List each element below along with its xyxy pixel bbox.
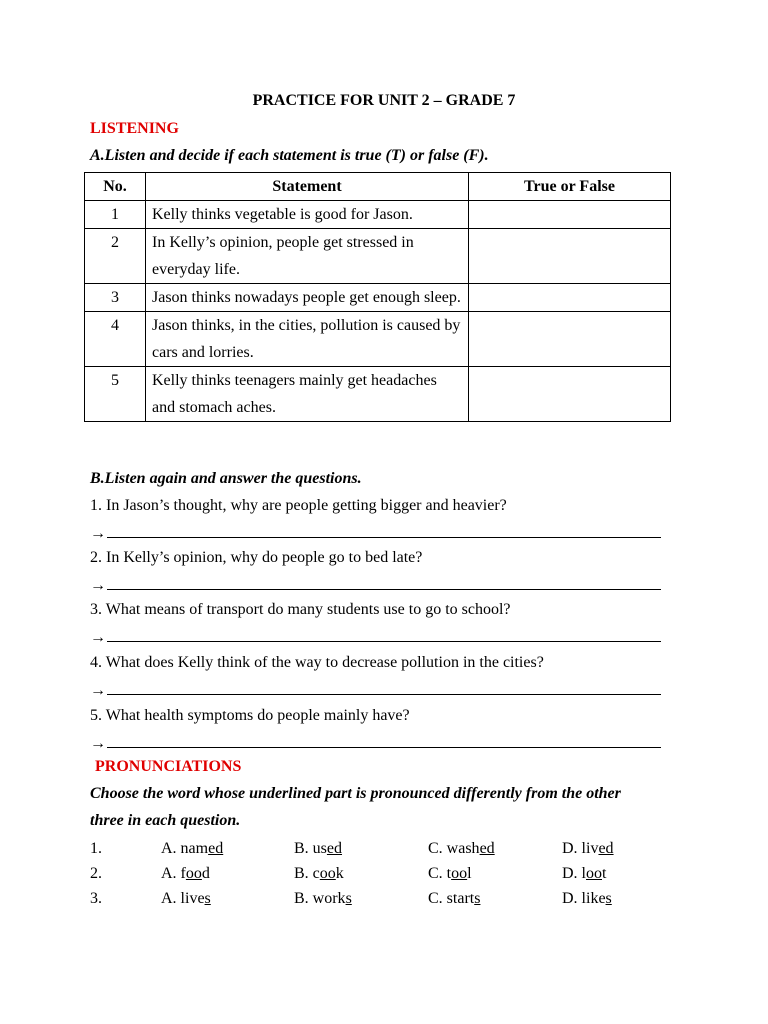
option-b[interactable]: B. cook [294, 865, 344, 882]
row-number: 1 [85, 201, 146, 229]
pronunciations-heading: PRONUNCIATIONS [95, 758, 242, 775]
answer-line-2[interactable] [90, 574, 661, 595]
option-c[interactable]: C. washed [428, 840, 495, 857]
pronunciations-instruction-line-2: three in each question. [90, 812, 241, 829]
row-answer-cell[interactable] [469, 367, 671, 422]
arrow-icon: → [90, 735, 106, 752]
question-3: 3. What means of transport do many students use to go to school? [90, 601, 511, 618]
option-a[interactable]: A. food [161, 865, 210, 882]
option-d[interactable]: D. loot [562, 865, 607, 882]
answer-line-4[interactable] [90, 679, 661, 700]
option-a[interactable]: A. lives [161, 890, 211, 907]
table-header-row [85, 173, 671, 201]
pronunciations-instruction-line-1: Choose the word whose underlined part is pronounced differently from the other [90, 785, 621, 802]
row-statement: Jason thinks nowadays people get enough sleep. [146, 284, 469, 312]
pronunciation-question-2 [90, 865, 710, 887]
question-number: 3. [90, 890, 102, 907]
answer-blank[interactable] [107, 574, 661, 590]
header-statement: Statement [146, 173, 469, 201]
answer-blank[interactable] [107, 522, 661, 538]
question-5: 5. What health symptoms do people mainly have? [90, 707, 410, 724]
arrow-icon: → [90, 682, 106, 699]
header-no: No. [85, 173, 146, 201]
option-d[interactable]: D. likes [562, 890, 612, 907]
question-1: 1. In Jason’s thought, why are people getting bigger and heavier? [90, 497, 507, 514]
row-answer-cell[interactable] [469, 229, 671, 284]
option-a[interactable]: A. named [161, 840, 224, 857]
row-statement: In Kelly’s opinion, people get stressed in everyday life. [146, 229, 469, 284]
arrow-icon: → [90, 577, 106, 594]
answer-line-5[interactable] [90, 732, 661, 753]
page-title: PRACTICE FOR UNIT 2 – GRADE 7 [252, 92, 516, 109]
row-statement: Jason thinks, in the cities, pollution is caused by cars and lorries. [146, 312, 469, 367]
pronunciation-question-1 [90, 840, 710, 862]
table-row [85, 284, 671, 312]
listening-part-b-instruction: B.Listen again and answer the questions. [90, 470, 362, 487]
row-number: 5 [85, 367, 146, 422]
row-answer-cell[interactable] [469, 284, 671, 312]
pronunciation-question-3 [90, 890, 710, 912]
listening-part-a-instruction: A.Listen and decide if each statement is true (T) or false (F). [90, 147, 489, 164]
listening-heading: LISTENING [90, 120, 179, 137]
answer-blank[interactable] [107, 732, 661, 748]
option-d[interactable]: D. lived [562, 840, 614, 857]
row-number: 2 [85, 229, 146, 284]
table-row [85, 229, 671, 284]
option-c[interactable]: C. starts [428, 890, 481, 907]
row-statement: Kelly thinks vegetable is good for Jason. [146, 201, 469, 229]
arrow-icon: → [90, 629, 106, 646]
answer-line-1[interactable] [90, 522, 661, 543]
true-false-table [84, 172, 671, 422]
table-row [85, 201, 671, 229]
table-row [85, 367, 671, 422]
row-statement: Kelly thinks teenagers mainly get headaches and stomach aches. [146, 367, 469, 422]
option-b[interactable]: B. used [294, 840, 343, 857]
question-2: 2. In Kelly’s opinion, why do people go to bed late? [90, 549, 423, 566]
option-b[interactable]: B. works [294, 890, 352, 907]
header-true-or-false: True or False [469, 173, 671, 201]
row-number: 4 [85, 312, 146, 367]
question-number: 1. [90, 840, 102, 857]
question-number: 2. [90, 865, 102, 882]
option-c[interactable]: C. tool [428, 865, 472, 882]
answer-blank[interactable] [107, 679, 661, 695]
row-number: 3 [85, 284, 146, 312]
row-answer-cell[interactable] [469, 201, 671, 229]
table-row [85, 312, 671, 367]
arrow-icon: → [90, 525, 106, 542]
answer-line-3[interactable] [90, 626, 661, 647]
row-answer-cell[interactable] [469, 312, 671, 367]
answer-blank[interactable] [107, 626, 661, 642]
question-4: 4. What does Kelly think of the way to decrease pollution in the cities? [90, 654, 544, 671]
